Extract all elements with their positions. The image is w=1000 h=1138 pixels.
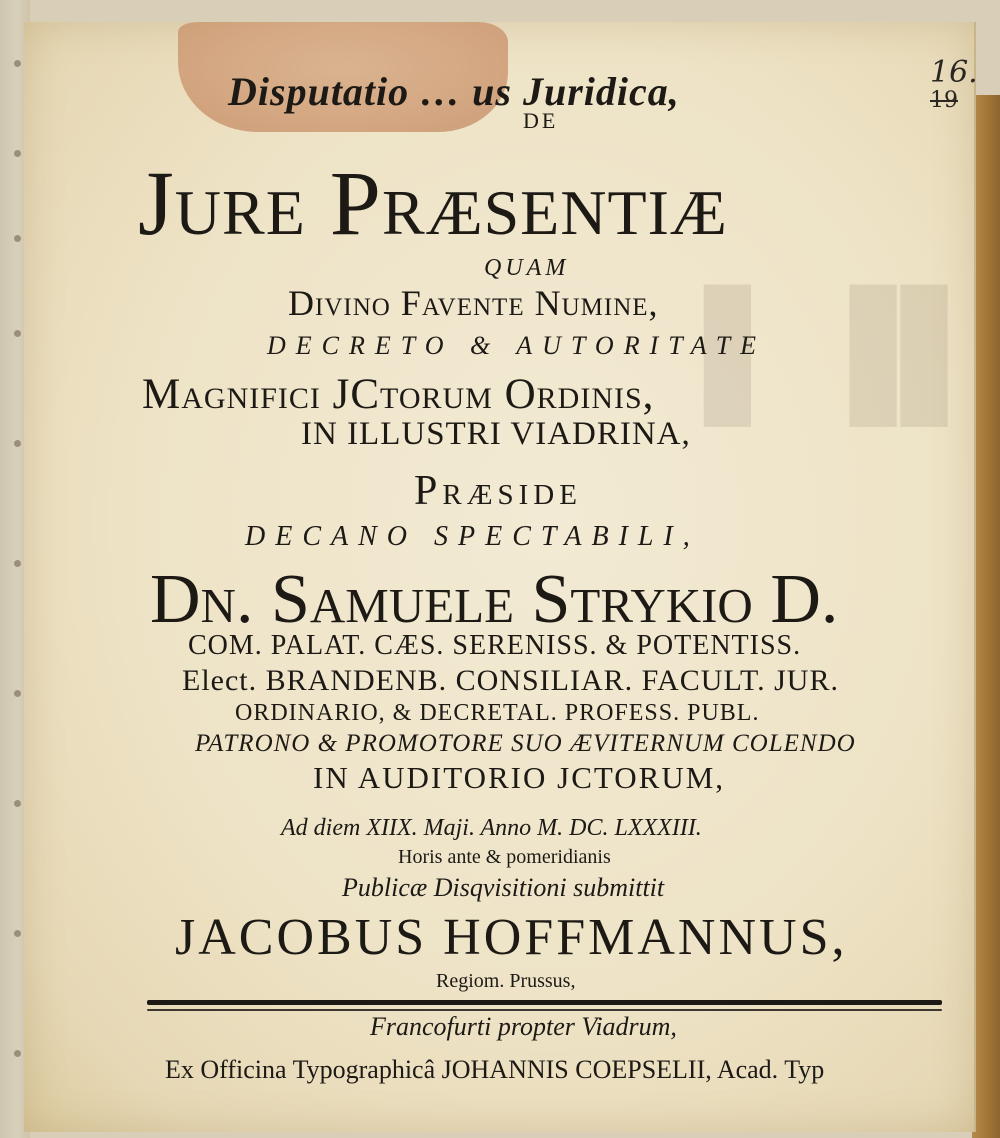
magnifici-line: Magnifici JCtorum Ordinis, [142, 371, 655, 418]
praeside-line: Præside [414, 468, 582, 514]
quam-line: QUAM [484, 255, 570, 281]
decano-line: DECANO SPECTABILI, [245, 521, 700, 552]
com-palat-line: COM. PALAT. CÆS. SERENISS. & POTENTISS. [188, 630, 802, 661]
sewing-hole [14, 330, 21, 337]
sewing-hole [14, 150, 21, 157]
main-title: Jure Præsentiæ [138, 152, 728, 254]
imprint-rule-thin [147, 1009, 942, 1011]
sewing-hole [14, 235, 21, 242]
illustri-line: IN ILLUSTRI VIADRINA, [301, 416, 691, 452]
show-through: ▌▐▌ [705, 285, 1000, 426]
binding-board [972, 95, 1000, 1138]
publicae-line: Publicæ Disqvisitioni submittit [342, 873, 665, 902]
patrono-line: PATRONO & PROMOTORE SUO ÆVITERNUM COLENDO [195, 730, 856, 757]
de-line: DE [523, 108, 559, 133]
sewing-hole [14, 60, 21, 67]
imprint-place: Francofurti propter Viadrum, [370, 1012, 677, 1041]
sewing-hole [14, 560, 21, 567]
sewing-hole [14, 440, 21, 447]
respondent-name: JACOBUS HOFFMANNUS, [175, 909, 848, 966]
decreto-line: DECRETO & AUTORITATE [267, 331, 767, 360]
imprint-rule [147, 1000, 942, 1005]
divino-line: Divino Favente Numine, [288, 283, 659, 323]
sewing-hole [14, 1050, 21, 1057]
respondent-origin: Regiom. Prussus, [436, 970, 576, 992]
disputatio-line: Disputatio … us Juridica, [228, 69, 680, 114]
ordinario-line: ORDINARIO, & DECRETAL. PROFESS. PUBL. [235, 700, 760, 726]
horis-line: Horis ante & pomeridianis [398, 846, 611, 868]
praeses-name: Dn. Samuele Strykio D. [150, 561, 839, 638]
shelfmark-number: 16. [930, 55, 978, 90]
imprint-printer: Ex Officina Typographicâ JOHANNIS COEPSELII, Acad. Typ [165, 1055, 825, 1084]
date-line: Ad diem XIIX. Maji. Anno M. DC. LXXXIII. [281, 815, 702, 841]
elect-line: Elect. BRANDENB. CONSILIAR. FACULT. JUR. [182, 664, 839, 697]
shelfmark-crossed: 19 [930, 88, 958, 113]
auditorio-line: IN AUDITORIO JCTORUM, [313, 760, 726, 795]
sewing-hole [14, 800, 21, 807]
sewing-hole [14, 930, 21, 937]
sewing-hole [14, 690, 21, 697]
